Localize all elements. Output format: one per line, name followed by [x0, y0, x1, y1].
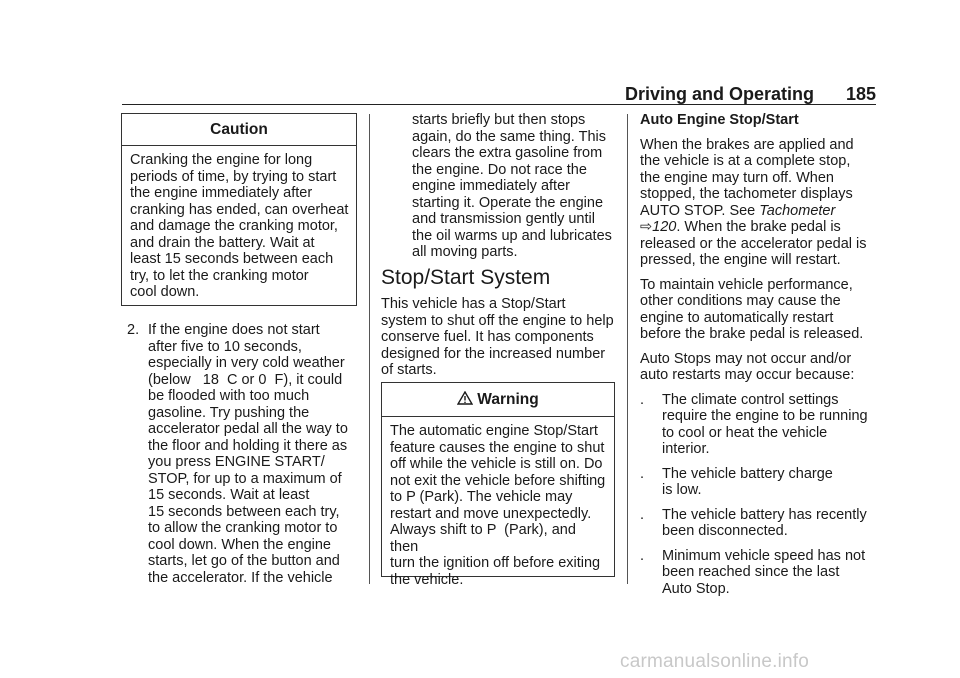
bullet-line: The vehicle battery charge	[662, 465, 833, 482]
list-item	[640, 392, 885, 458]
header-rule	[122, 104, 876, 105]
warning-line: Always shift to P (Park), and then	[390, 522, 576, 555]
para-line: engine to automatically restart	[640, 309, 834, 326]
step-line: engine immediately after	[412, 178, 570, 194]
para-line: auto restarts may occur because:	[640, 367, 855, 383]
step-line: all moving parts.	[412, 244, 518, 260]
bullet-line: The climate control settings	[662, 391, 839, 408]
warning-box	[381, 382, 615, 588]
para-line: before the brake pedal is released.	[640, 326, 864, 342]
see-text: AUTO STOP. See	[640, 202, 760, 219]
step-line: starts briefly but then stops	[412, 112, 586, 128]
intro-line: conserve fuel. It has components	[381, 329, 594, 345]
list-item	[640, 507, 885, 540]
caution-line: try, to let the cranking motor	[130, 267, 309, 284]
step-line: the oil warms up and lubricates	[412, 227, 612, 244]
step-line: the accelerator. If the vehicle	[148, 569, 333, 586]
watermark: carmanualsonline.info	[620, 651, 810, 672]
bullet-marker: .	[640, 391, 645, 408]
warning-text	[382, 417, 614, 588]
caution-text	[122, 146, 356, 301]
auto-stop-paragraph-2	[640, 277, 885, 343]
caution-line: and drain the battery. Wait at	[130, 234, 315, 251]
step-line: again, do the same thing. This	[412, 128, 606, 145]
caution-line: cranking has ended, can overheat	[130, 201, 349, 218]
step-line: accelerator pedal all the way to	[148, 421, 348, 437]
warning-triangle-icon	[457, 384, 473, 398]
warning-header	[382, 383, 614, 417]
tachometer-link[interactable]: Tachometer	[759, 202, 836, 219]
para-line: stopped, the tachometer displays	[640, 186, 853, 202]
caution-line: cool down.	[130, 284, 200, 300]
step-line: especially in very cold weather	[148, 355, 345, 371]
caution-line: the engine immediately after	[130, 185, 313, 201]
caution-title: Caution	[122, 114, 356, 146]
para-line	[640, 219, 885, 236]
column-divider-1	[369, 114, 370, 584]
step-line: 15 seconds between each try,	[148, 503, 340, 520]
caution-line: and damage the cranking motor,	[130, 218, 338, 234]
step-line: (below 18 C or 0 F), it could	[148, 371, 343, 388]
step-text	[148, 322, 367, 586]
warning-title: Warning	[477, 391, 539, 408]
bullet-line: to cool or heat the vehicle	[662, 424, 828, 441]
intro-line: designed for the increased number	[381, 345, 606, 362]
ref-trailing-text: . When the brake pedal is	[676, 219, 841, 235]
caution-box	[121, 113, 357, 306]
para-line: pressed, the engine will restart.	[640, 252, 841, 268]
step-line: starts, let go of the button and	[148, 553, 340, 569]
para-line: When the brakes are applied and	[640, 136, 854, 153]
step-line: If the engine does not start	[148, 322, 320, 338]
warning-line: not exit the vehicle before shifting	[390, 472, 606, 489]
warning-line: to P (Park). The vehicle may	[390, 489, 573, 505]
auto-stop-paragraph-1	[640, 137, 885, 269]
step-line: after five to 10 seconds,	[148, 338, 302, 355]
step-line: clears the extra gasoline from	[412, 145, 603, 161]
bullet-marker: .	[640, 465, 645, 482]
para-line: To maintain vehicle performance,	[640, 276, 853, 293]
page-header	[0, 84, 876, 104]
list-item	[640, 548, 885, 598]
auto-stop-section	[640, 112, 885, 605]
bullet-line: interior.	[662, 441, 710, 457]
step-line: the floor and holding it there as	[148, 437, 348, 454]
step-line: the engine. Do not race the	[412, 161, 587, 178]
para-line: Auto Stops may not occur and/or	[640, 350, 852, 367]
bullet-marker: .	[640, 547, 645, 564]
bullet-line: The vehicle battery has recently	[662, 506, 867, 523]
para-line: released or the accelerator pedal is	[640, 235, 867, 252]
caution-line: Cranking the engine for long	[130, 152, 313, 168]
step-2-continued	[412, 112, 624, 261]
step-line: STOP, for up to a maximum of	[148, 470, 342, 487]
intro-line: system to shut off the engine to help	[381, 312, 614, 329]
step-line: you press ENGINE START/	[148, 454, 325, 470]
intro-line: of starts.	[381, 362, 437, 378]
auto-stop-paragraph-3	[640, 351, 885, 384]
bullet-line: been reached since the last	[662, 564, 840, 580]
stop-start-heading: Stop/Start System	[381, 266, 551, 289]
list-item	[640, 466, 885, 499]
page-number: 185	[845, 84, 876, 104]
caution-line: least 15 seconds between each	[130, 251, 334, 267]
tachometer-page-ref[interactable]: 120	[652, 219, 677, 235]
para-line: the vehicle is at a complete stop,	[640, 153, 851, 169]
bullet-line: been disconnected.	[662, 523, 788, 539]
bullet-line: require the engine to be running	[662, 408, 868, 424]
bullet-marker: .	[640, 506, 645, 523]
step-line: gasoline. Try pushing the	[148, 404, 310, 421]
warning-line: turn the ignition off before exiting	[390, 555, 601, 571]
auto-stop-heading: Auto Engine Stop/Start	[640, 112, 799, 128]
step-line: be flooded with too much	[148, 388, 310, 404]
bullet-line: is low.	[662, 482, 702, 498]
page-ref-icon: ⇨	[640, 219, 653, 235]
step-line: and transmission gently until	[412, 211, 595, 227]
section-title: Driving and Operating	[624, 84, 814, 104]
column-divider-2	[627, 114, 628, 584]
step-line: cool down. When the engine	[148, 536, 331, 553]
para-line: other conditions may cause the	[640, 293, 841, 309]
caution-line: periods of time, by trying to start	[130, 168, 337, 185]
step-line: starting it. Operate the engine	[412, 194, 604, 211]
step-line: to allow the cranking motor to	[148, 520, 338, 536]
bullet-line: Auto Stop.	[662, 580, 730, 597]
warning-line: off while the vehicle is still on. Do	[390, 456, 603, 472]
intro-line: This vehicle has a Stop/Start	[381, 296, 566, 312]
para-line	[640, 203, 885, 220]
warning-line: restart and move unexpectedly.	[390, 505, 592, 522]
step-line: 15 seconds. Wait at least	[148, 487, 310, 503]
warning-line: feature causes the engine to shut	[390, 439, 605, 456]
step-2	[127, 322, 367, 586]
step-number: 2.	[127, 322, 140, 338]
stop-start-intro	[381, 296, 621, 379]
warning-line: the vehicle.	[390, 571, 464, 588]
warning-line: The automatic engine Stop/Start	[390, 423, 598, 439]
para-line: the engine may turn off. When	[640, 169, 834, 186]
bullet-line: Minimum vehicle speed has not	[662, 547, 866, 564]
